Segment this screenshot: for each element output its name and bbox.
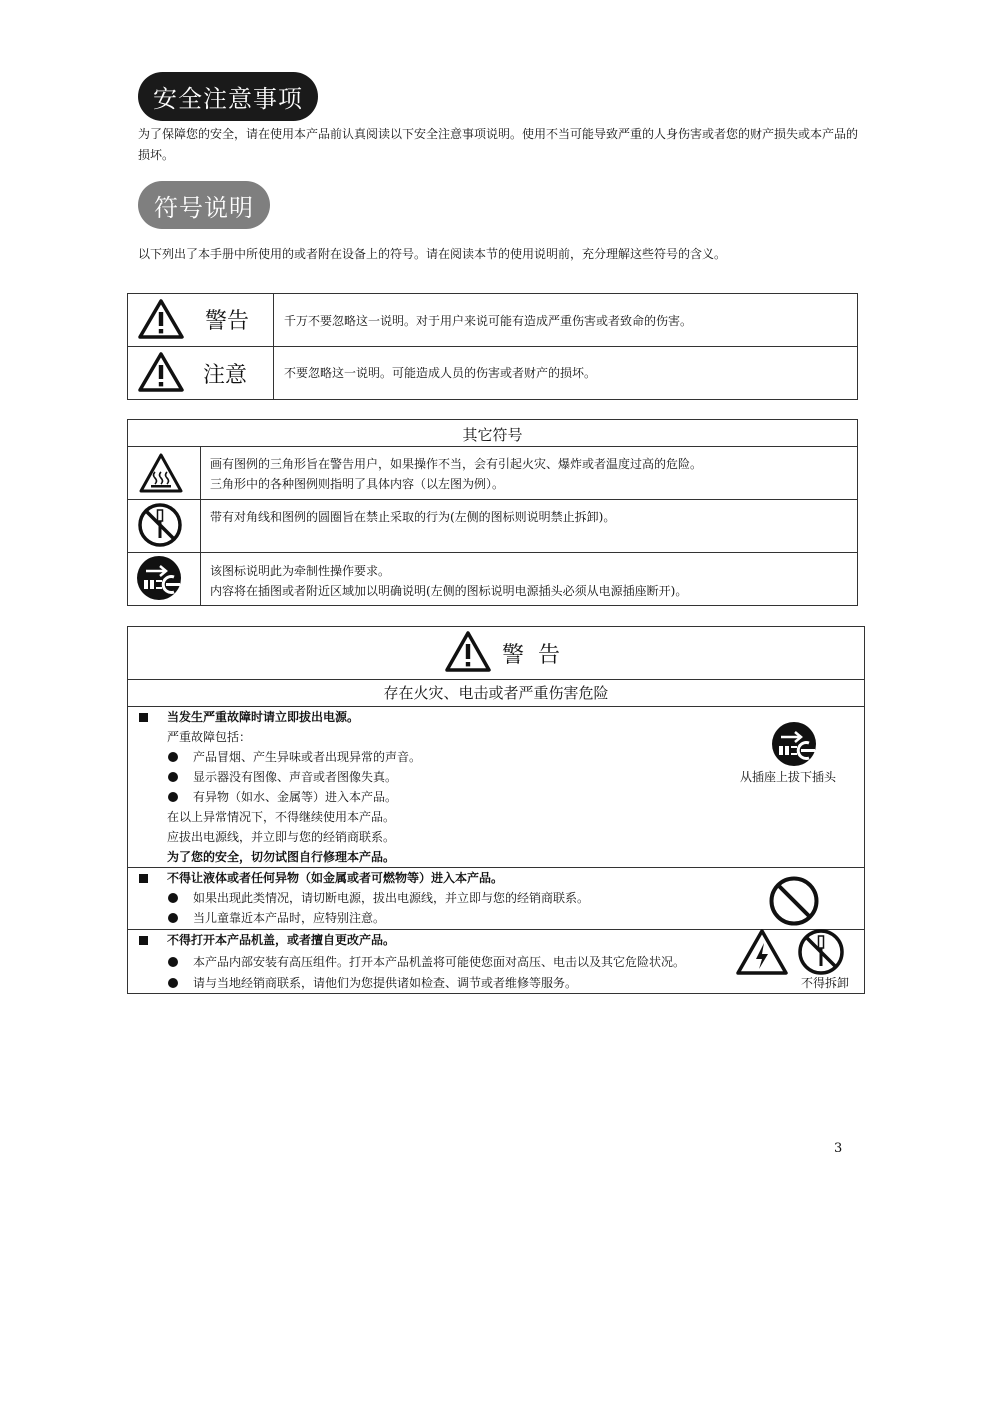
section-1-subhead: 严重故障包括：: [167, 730, 252, 744]
other-symbol-3-line-2: 内容将在插图或者附近区域加以明确说明(左侧的图标说明电源插头必须从电源插座断开)。: [210, 584, 688, 598]
other-symbols-title: 其它符号: [462, 426, 523, 444]
other-symbol-2-line-1: 带有对角线和图例的圆圈旨在禁止采取的行为(左侧的图标则说明禁止拆卸)。: [210, 510, 616, 524]
prohibition-icon: [768, 875, 820, 927]
level-caution-label: 注意: [203, 363, 248, 388]
section-1-after-1: 在以上异常情况下，不得继续使用本产品。: [167, 810, 396, 824]
no-disassembly-icon: [797, 928, 845, 976]
section-3-bullet-2: 请与当地经销商联系，请他们为您提供诸如检查、调节或者维修等服务。: [193, 976, 578, 990]
page-number: 3: [834, 1141, 843, 1156]
section-3-marker: [139, 936, 148, 945]
section-1-bold-end: 为了您的安全，切勿试图自行修理本产品。: [167, 850, 396, 864]
level-caution-text: 不要忽略这一说明。可能造成人员的伤害或者财产的损坏。: [284, 366, 597, 380]
section-3-heading: 不得打开本产品机盖，或者擅自更改产品。: [167, 933, 396, 947]
level-warning-text: 千万不要忽略这一说明。对于用户来说可能有造成严重伤害或者致命的伤害。: [284, 314, 693, 328]
no-disassembly-icon: [137, 502, 183, 548]
section-1-bullet-3: 有异物（如水、金属等）进入本产品。: [193, 790, 398, 804]
high-voltage-triangle-icon: [735, 928, 789, 976]
other-symbol-1-line-1: 画有图例的三角形旨在警告用户，如果操作不当，会有引起火灾、爆炸或者温度过高的危险。: [210, 457, 703, 471]
section-1-marker: [139, 713, 148, 722]
unplug-caption: 从插座上拔下插头: [740, 770, 837, 784]
section-1-bullet-1: 产品冒烟、产生异味或者出现异常的声音。: [193, 750, 422, 764]
section-2-bullet-1: 如果出现此类情况，请切断电源，拔出电源线，并立即与您的经销商联系。: [193, 891, 590, 905]
no-disassembly-caption: 不得拆卸: [801, 976, 850, 990]
heading-symbols: 符号说明: [138, 181, 270, 229]
warning-title: 警 告: [502, 643, 560, 668]
other-symbol-1-line-2: 三角形中的各种图例则指明了具体内容（以左图为例）。: [210, 477, 505, 491]
section-1-bullet-2: 显示器没有图像、声音或者图像失真。: [193, 770, 398, 784]
section-3-bullet-1: 本产品内部安装有高压组件。打开本产品机盖将可能使您面对高压、电击以及其它危险状况。: [193, 955, 686, 969]
warning-header-triangle-icon: [444, 630, 492, 674]
section-2-bullet-2: 当儿童靠近本产品时，应特别注意。: [193, 911, 386, 925]
symbols-intro: 以下列出了本手册中所使用的或者附在设备上的符号。请在阅读本节的使用说明前，充分理解这些符号的含义。: [138, 247, 727, 261]
unplug-icon: [771, 721, 817, 767]
section-1-after-2: 应拔出电源线，并立即与您的经销商联系。: [167, 830, 396, 844]
section-2-heading: 不得让液体或者任何异物（如金属或者可燃物等）进入本产品。: [167, 871, 504, 885]
warning-triangle-icon: [137, 298, 185, 340]
hot-surface-triangle-icon: [138, 452, 184, 494]
section-1-heading: 当发生严重故障时请立即拔出电源。: [167, 710, 360, 724]
intro-text: 为了保障您的安全，请在使用本产品前认真阅读以下安全注意事项说明。使用不当可能导致严重的人身伤害或者您的财产损失或本产品的损坏。: [138, 127, 859, 162]
section-2-marker: [139, 874, 148, 883]
caution-triangle-icon: [137, 351, 185, 393]
warning-subtitle: 存在火灾、电击或者严重伤害危险: [383, 684, 609, 702]
unplug-icon: [136, 555, 182, 601]
heading-safety: 安全注意事项: [138, 72, 318, 121]
level-warning-label: 警告: [205, 309, 250, 334]
other-symbol-3-line-1: 该图标说明此为牵制性操作要求。: [210, 564, 391, 578]
